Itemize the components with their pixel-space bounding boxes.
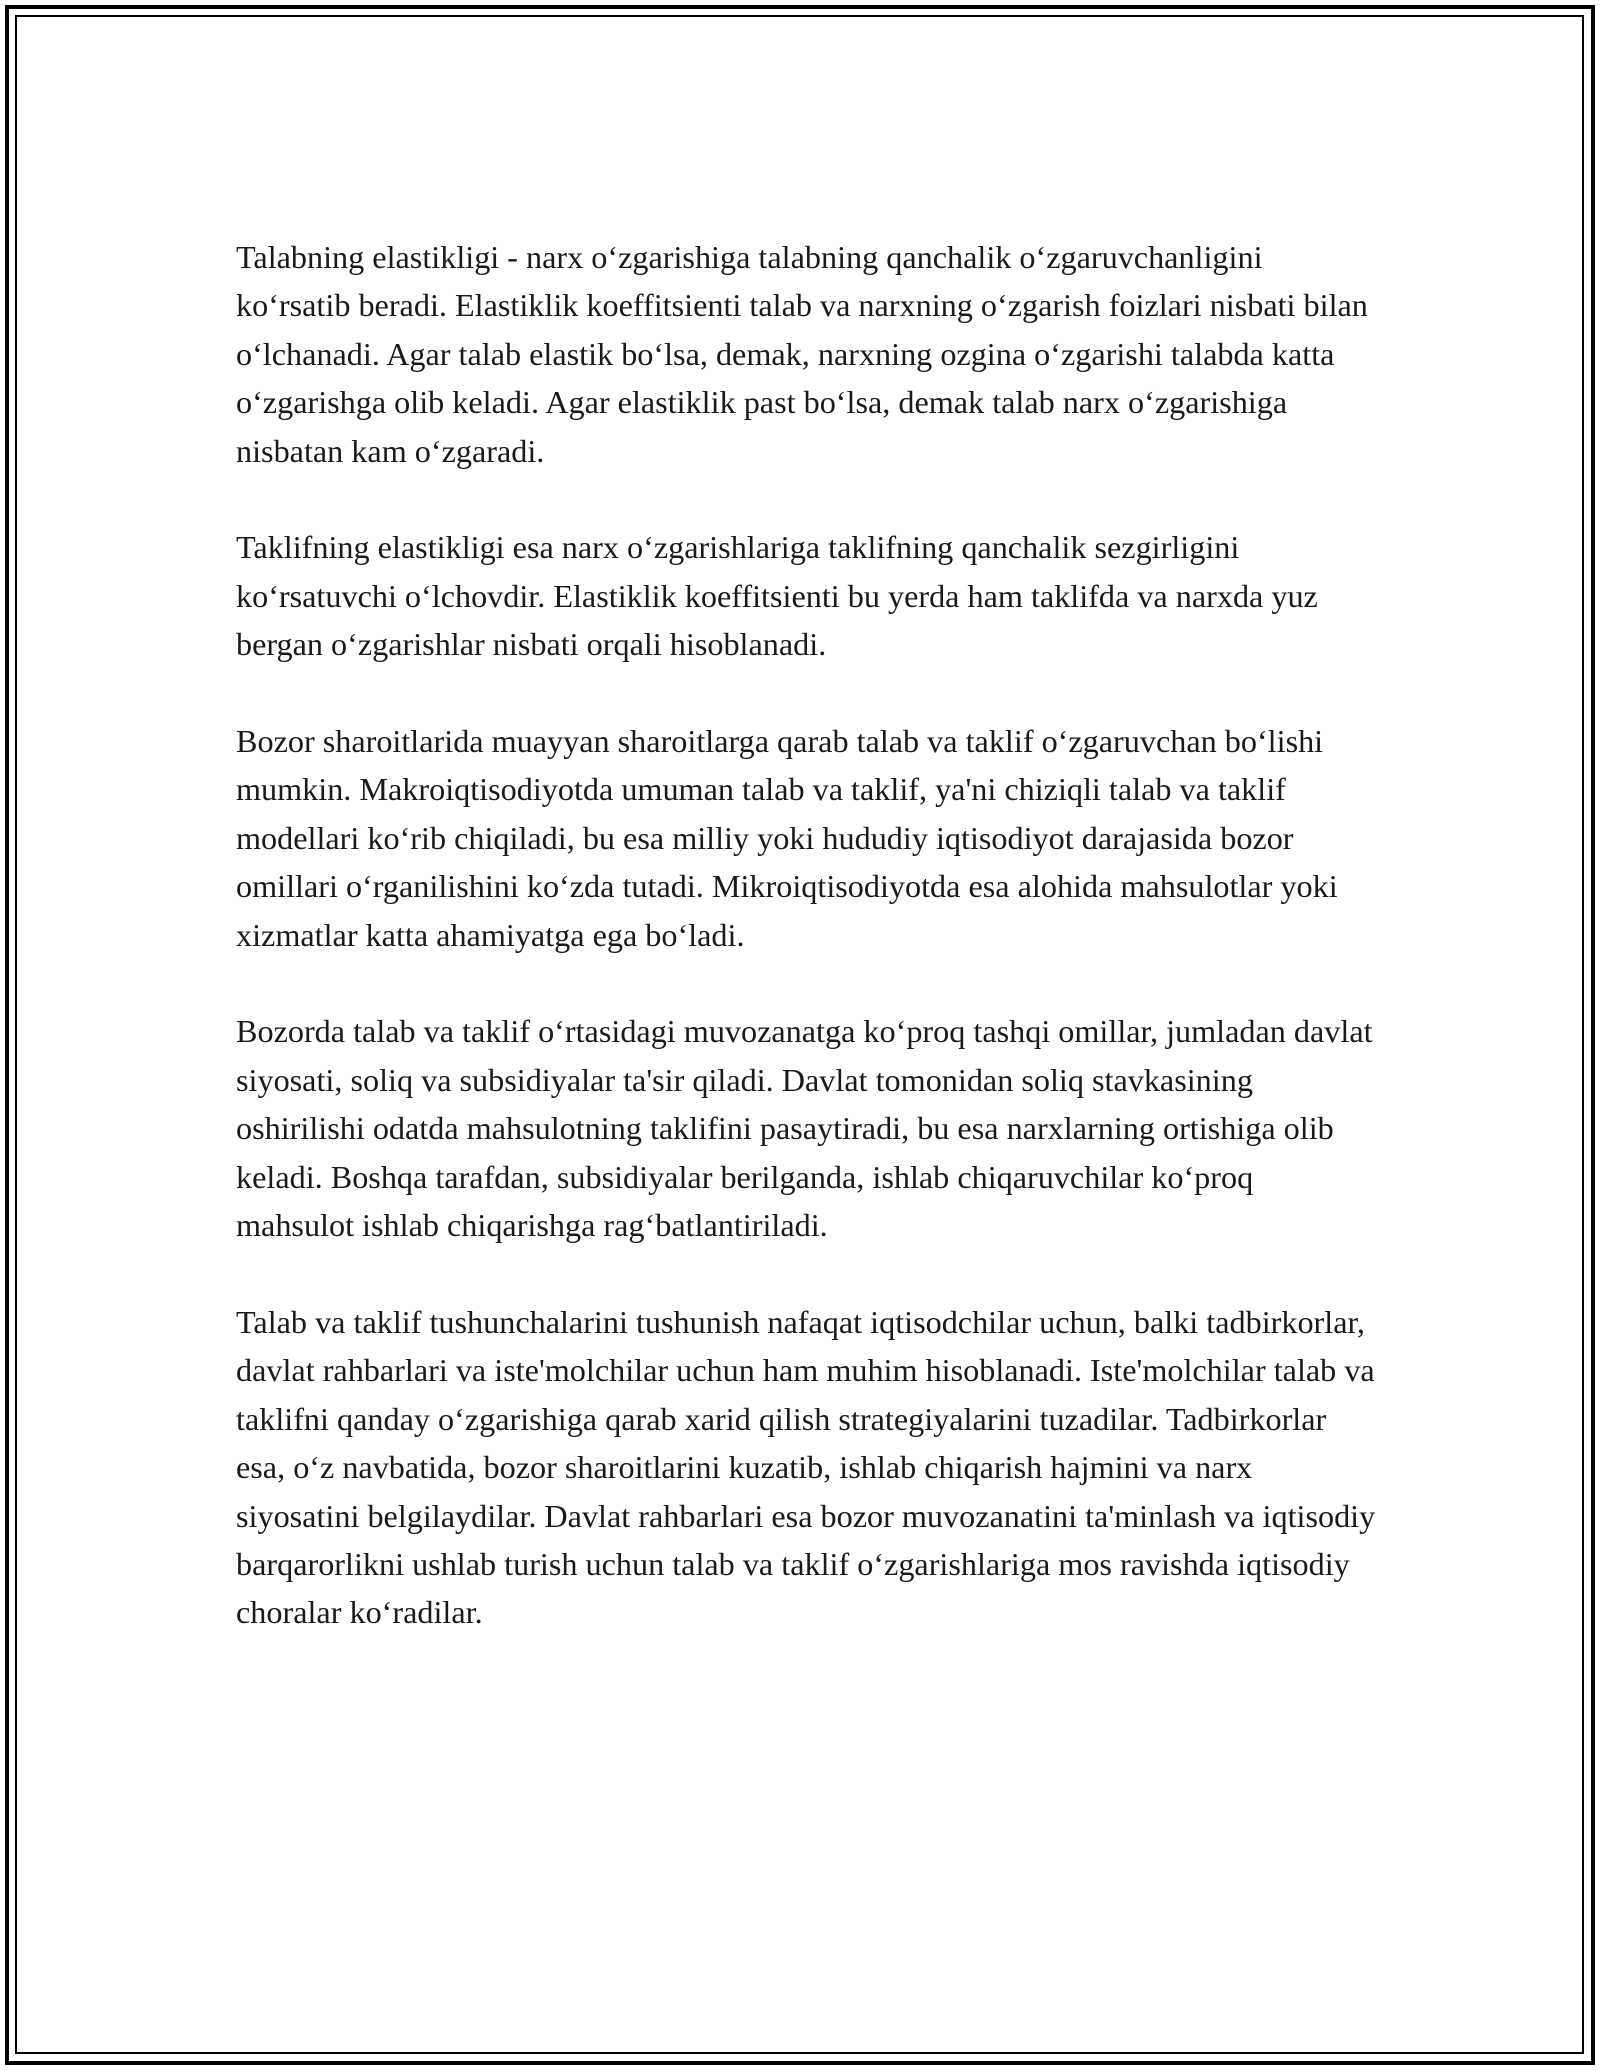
document-body (236, 233, 1376, 1637)
paragraph-demand-elasticity: Talabning elastikligi - narx o‘zgarishiga talabning qanchalik o‘zgaruvchanligini ko‘rsatib beradi. Elastiklik koeffitsienti talab va narxning o‘zgarish foizlari nisbati bilan o‘lchanadi. Agar talab elastik bo‘lsa, demak, narxning ozgina o‘zgarishi talabda katta o‘zgarishga olib keladi. Agar elastiklik past bo‘lsa, demak talab narx o‘zgarishiga nisbatan kam o‘zgaradi. (236, 239, 1368, 469)
paragraph-market-conditions: Bozor sharoitlarida muayyan sharoitlarga qarab talab va taklif o‘zgaruvchan bo‘lishi mumkin. Makroiqtisodiyotda umuman talab va taklif, ya'ni chiziqli talab va taklif modellari ko‘rib chiqiladi, bu esa milliy yoki hududiy iqtisodiyot darajasida bozor omillari o‘rganilishini ko‘zda tutadi. Mikroiqtisodiyotda esa alohida mahsulotlar yoki xizmatlar katta ahamiyatga ega bo‘ladi. (236, 723, 1338, 953)
paragraph-importance: Talab va taklif tushunchalarini tushunish nafaqat iqtisodchilar uchun, balki tadbirkorlar, davlat rahbarlari va iste'molchilar uchun ham muhim hisoblanadi. Iste'molchilar talab va taklifni qanday o‘zgarishiga qarab xarid qilish strategiyalarini tuzadilar. Tadbirkorlar esa, o‘z navbatida, bozor sharoitlarini kuzatib, ishlab chiqarish hajmini va narx siyosatini belgilaydilar. Davlat rahbarlari esa bozor muvozanatini ta'minlash va iqtisodiy barqarorlikni ushlab turish uchun talab va taklif o‘zgarishlariga mos ravishda iqtisodiy choralar ko‘radilar. (236, 1303, 1376, 1631)
paragraph-external-factors: Bozorda talab va taklif o‘rtasidagi muvozanatga ko‘proq tashqi omillar, jumladan davlat siyosati, soliq va subsidiyalar ta'sir qiladi. Davlat tomonidan soliq stavkasining oshirilishi odatda mahsulotning taklifini pasaytiradi, bu esa narxlarning ortishiga olib keladi. Boshqa tarafdan, subsidiyalar berilganda, ishlab chiqaruvchilar ko‘proq mahsulot ishlab chiqarishga rag‘batlantiriladi. (236, 1013, 1373, 1244)
paragraph-supply-elasticity: Taklifning elastikligi esa narx o‘zgarishlariga taklifning qanchalik sezgirligini ko‘rsatuvchi o‘lchovdir. Elastiklik koeffitsienti bu yerda ham taklifda va narxda yuz bergan o‘zgarishlar nisbati orqali hisoblanadi. (236, 529, 1318, 663)
